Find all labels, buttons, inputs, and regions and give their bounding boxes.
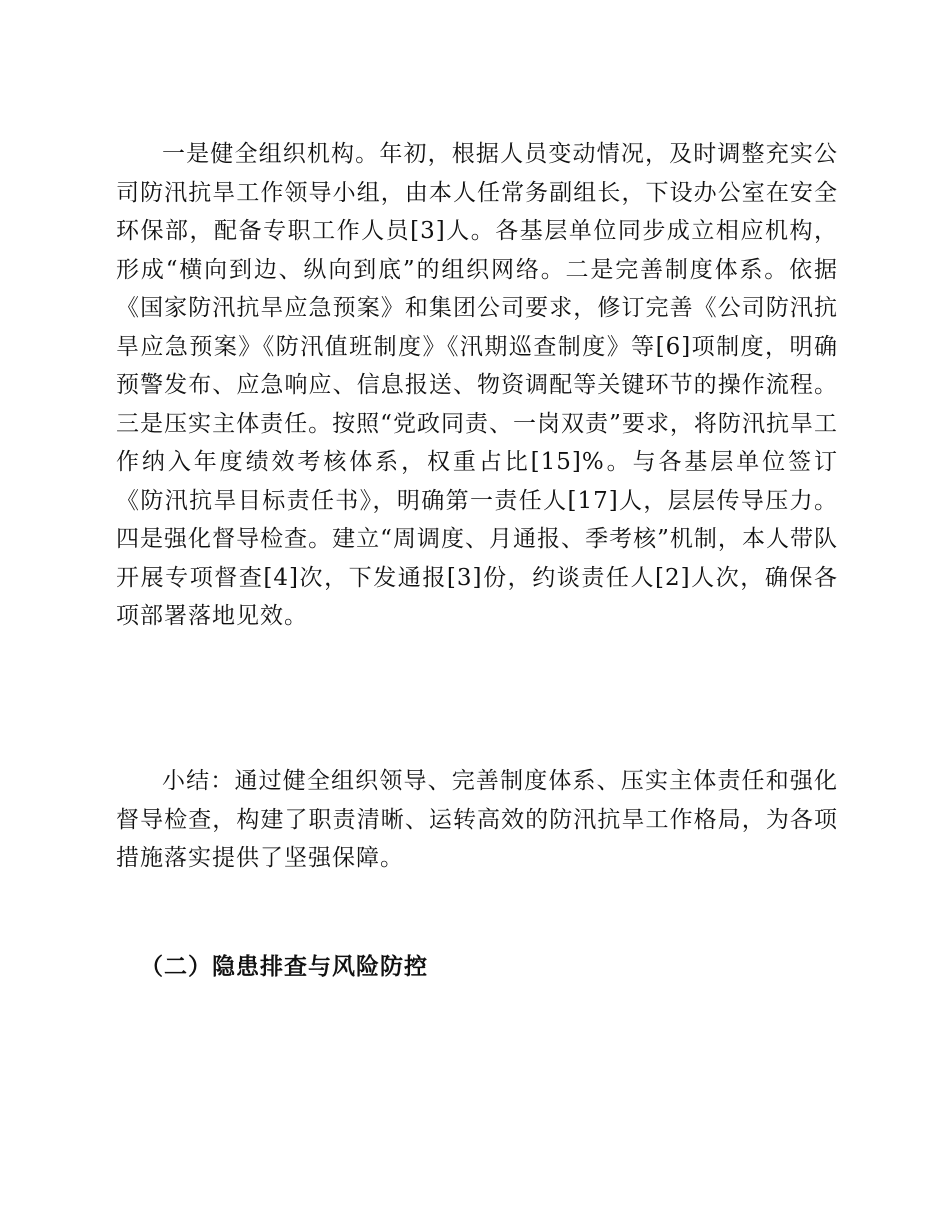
body-paragraph-organization: 一是健全组织机构。年初，根据人员变动情况，及时调整充实公司防汛抗旱工作领导小组，由本人任常务副组长，下设办公室在安全环保部，配备专职工作人员[3]人。各基层单位同步成立相应机构，形成“横向到边、纵向到底”的组织网络。二是完善制度体系。依据《国家防汛抗旱应急预案》和集团公司要求，修订完善《公司防汛抗旱应急预案》《防汛值班制度》《汛期巡查制度》等[6]项制度，明确预警发布、应急响应、信息报送、物资调配等关键环节的操作流程。三是压实主体责任。按照“党政同责、一岗双责”要求，将防汛抗旱工作纳入年度绩效考核体系，权重占比[15]%。与各基层单位签订《防汛抗旱目标责任书》，明确第一责任人[17]人，层层传导压力。四是强化督导检查。建立“周调度、月通报、季考核”机制，本人带队开展专项督查[4]次，下发通报[3]份，约谈责任人[2]人次，确保各项部署落地见效。 <box>116 141 838 629</box>
section-heading: （二）隐患排查与风险防控 <box>140 953 428 980</box>
summary-paragraph: 小结：通过健全组织领导、完善制度体系、压实主体责任和强化督导检查，构建了职责清晰、运转高效的防汛抗旱工作格局，为各项措施落实提供了坚强保障。 <box>116 768 838 871</box>
